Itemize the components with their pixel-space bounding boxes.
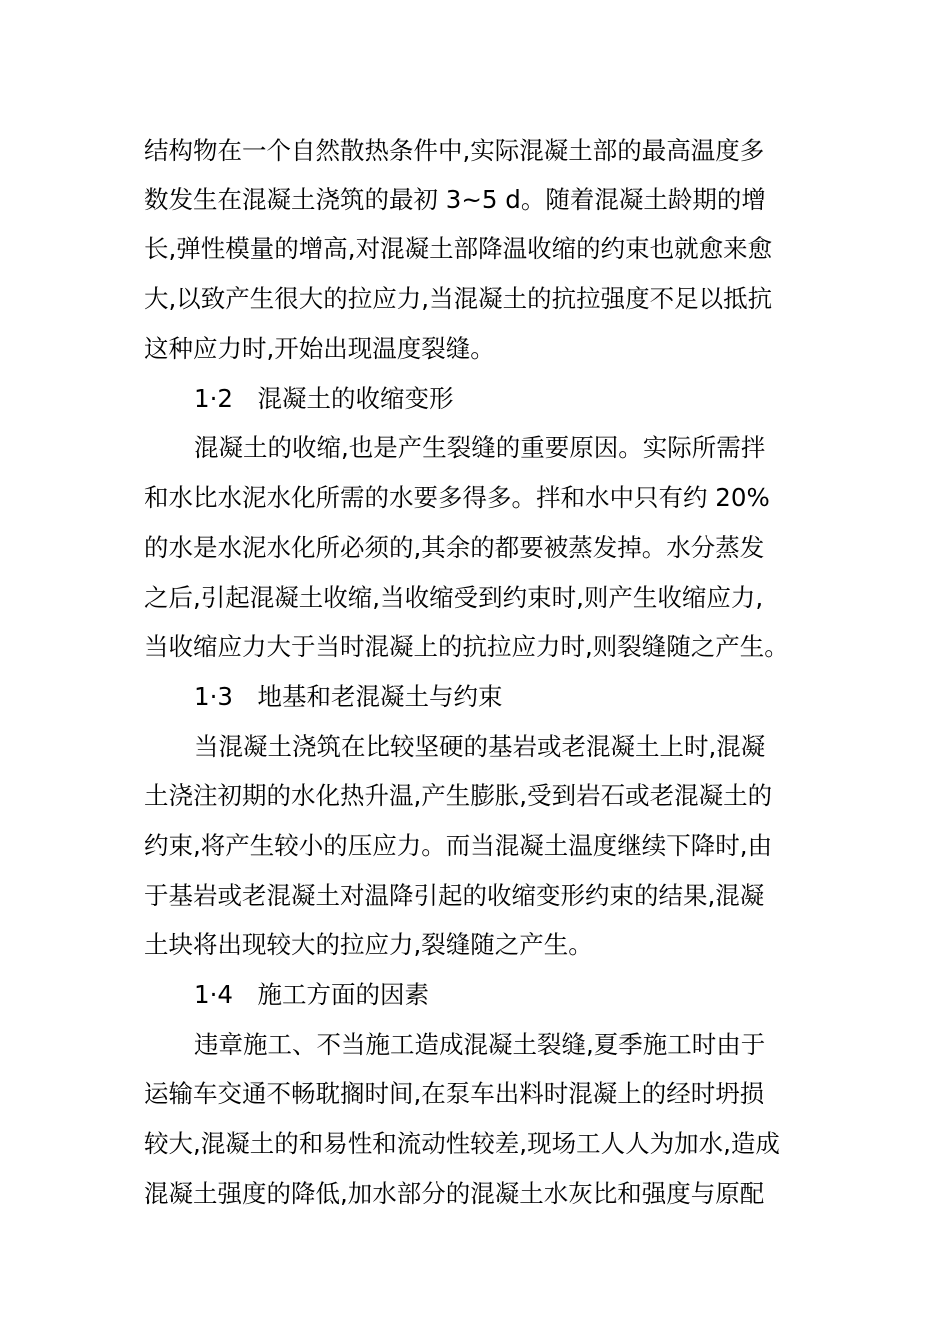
text-line: 和水比水泥水化所需的水要多得多。拌和水中只有约 20%	[144, 483, 770, 512]
text-line: 当混凝土浇筑在比较坚硬的基岩或老混凝土上时,混凝	[194, 732, 766, 761]
text-line: 土浇注初期的水化热升温,产生膨胀,受到岩石或老混凝土的	[144, 781, 773, 810]
text-line: 土块将出现较大的拉应力,裂缝随之产生。	[144, 930, 593, 959]
text-line: 长,弹性模量的增高,对混凝土部降温收缩的约束也就愈来愈	[144, 234, 773, 263]
section-heading: 1·4 施工方面的因素	[194, 980, 429, 1009]
text-line: 混凝土的收缩,也是产生裂缝的重要原因。实际所需拌	[194, 433, 766, 462]
text-line: 当收缩应力大于当时混凝上的抗拉应力时,则裂缝随之产生。	[144, 632, 789, 661]
text-line: 混凝土强度的降低,加水部分的混凝土水灰比和强度与原配	[144, 1179, 765, 1208]
text-line: 大,以致产生很大的拉应力,当混凝土的抗拉强度不足以抵抗	[144, 284, 773, 313]
text-line: 较大,混凝土的和易性和流动性较差,现场工人人为加水,造成	[144, 1129, 780, 1158]
section-heading: 1·3 地基和老混凝土与约束	[194, 682, 503, 711]
text-line: 这种应力时,开始出现温度裂缝。	[144, 334, 495, 363]
text-line: 数发生在混凝土浇筑的最初 3~5 d。随着混凝土龄期的增	[144, 185, 766, 214]
text-line: 的水是水泥水化所必须的,其余的都要被蒸发掉。水分蒸发	[144, 533, 765, 562]
text-line: 之后,引起混凝土收缩,当收缩受到约束时,则产生收缩应力,	[144, 583, 764, 612]
text-line: 结构物在一个自然散热条件中,实际混凝土部的最高温度多	[144, 136, 765, 165]
section-heading: 1·2 混凝土的收缩变形	[194, 384, 454, 413]
text-line: 违章施工、不当施工造成混凝土裂缝,夏季施工时由于	[194, 1030, 766, 1059]
text-line: 约束,将产生较小的压应力。而当混凝土温度继续下降时,由	[144, 831, 773, 860]
text-line: 于基岩或老混凝土对温降引起的收缩变形约束的结果,混凝	[144, 881, 765, 910]
text-line: 运输车交通不畅耽搁时间,在泵车出料时混凝上的经时坍损	[144, 1079, 765, 1108]
